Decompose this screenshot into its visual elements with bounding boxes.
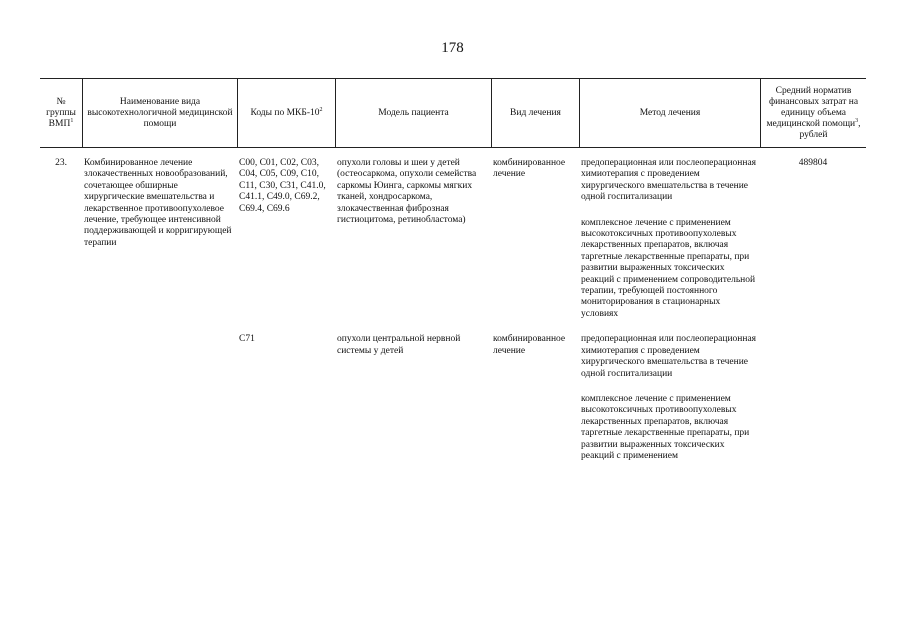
treatment-method: предоперационная или послеоперационная химиотерапия с проведением хирургического вмешательства в течение одной госпитализации (581, 334, 757, 379)
group-number: 23. (55, 158, 67, 168)
header-cost-norm: Средний норматив финансовых затрат на единицу объема медицинской помощи$^3$, рублей (760, 79, 866, 147)
treatment-type: комбинированное лечение (493, 158, 566, 180)
header-treatment-type: Вид лечения (491, 79, 579, 147)
icd-codes: C71 (239, 334, 255, 345)
table-row (40, 158, 866, 320)
header-care-type: Наименование вида высокотехнологичной медицинской помощи (82, 79, 237, 147)
treatment-method: предоперационная или послеоперационная химиотерапия с проведением хирургического вмешательства в течение одной госпитализации (581, 158, 757, 203)
treatment-methods (579, 334, 760, 462)
header-patient-model: Модель пациента (335, 79, 491, 147)
treatment-method: комплексное лечение с применением высокотоксичных противоопухолевых лекарственных препаратов, включая таргетные лекарственные препараты, при развитии выраженных токсических реакций с применением сопроводительной терапии, требующей постоянного мониторирования в стационарных условиях (581, 217, 756, 319)
cost-value (760, 334, 866, 462)
treatment-type: комбинированное лечение (493, 334, 566, 356)
care-type-name (82, 334, 237, 462)
page-number: 178 (441, 40, 464, 56)
header-group-number: № группы ВМП$^1$ (46, 96, 76, 129)
group-number (40, 334, 82, 462)
header-icd-codes: Коды по МКБ-$10^2$ (237, 79, 335, 147)
table-row (40, 334, 866, 462)
cost-value: 489804 (798, 158, 828, 168)
patient-model: опухоли центральной нервной системы у детей (337, 334, 461, 356)
care-type-name: Комбинированное лечение злокачественных новообразований, сочетающее обширные хирургические вмешательства и лекарственное противоопухолевое лечение, требующее интенсивной поддерживающей и корригирующей терапии (84, 158, 232, 248)
treatment-method: комплексное лечение с применением высокотоксичных противоопухолевых лекарственных препаратов, включая таргетные лекарственные препараты, при развитии выраженных токсических реакций с применением (581, 393, 750, 461)
patient-model: опухоли головы и шеи у детей (остеосаркома, опухоли семейства саркомы Юинга, саркомы мягких тканей, хондросаркома, злокачественная фиброзная гистиоцитома, ретинобластома) (337, 158, 477, 226)
header-treatment-method: Метод лечения (579, 79, 760, 147)
vmp-table (40, 78, 866, 462)
icd-codes: C00, C01, C02, C03, C04, C05, C09, C10, C11, C30, C31, C41.0, C41.1, C49.0, C69.2, C69.4, C69.6 (239, 158, 326, 214)
treatment-methods (579, 158, 760, 320)
table-header (40, 78, 866, 148)
